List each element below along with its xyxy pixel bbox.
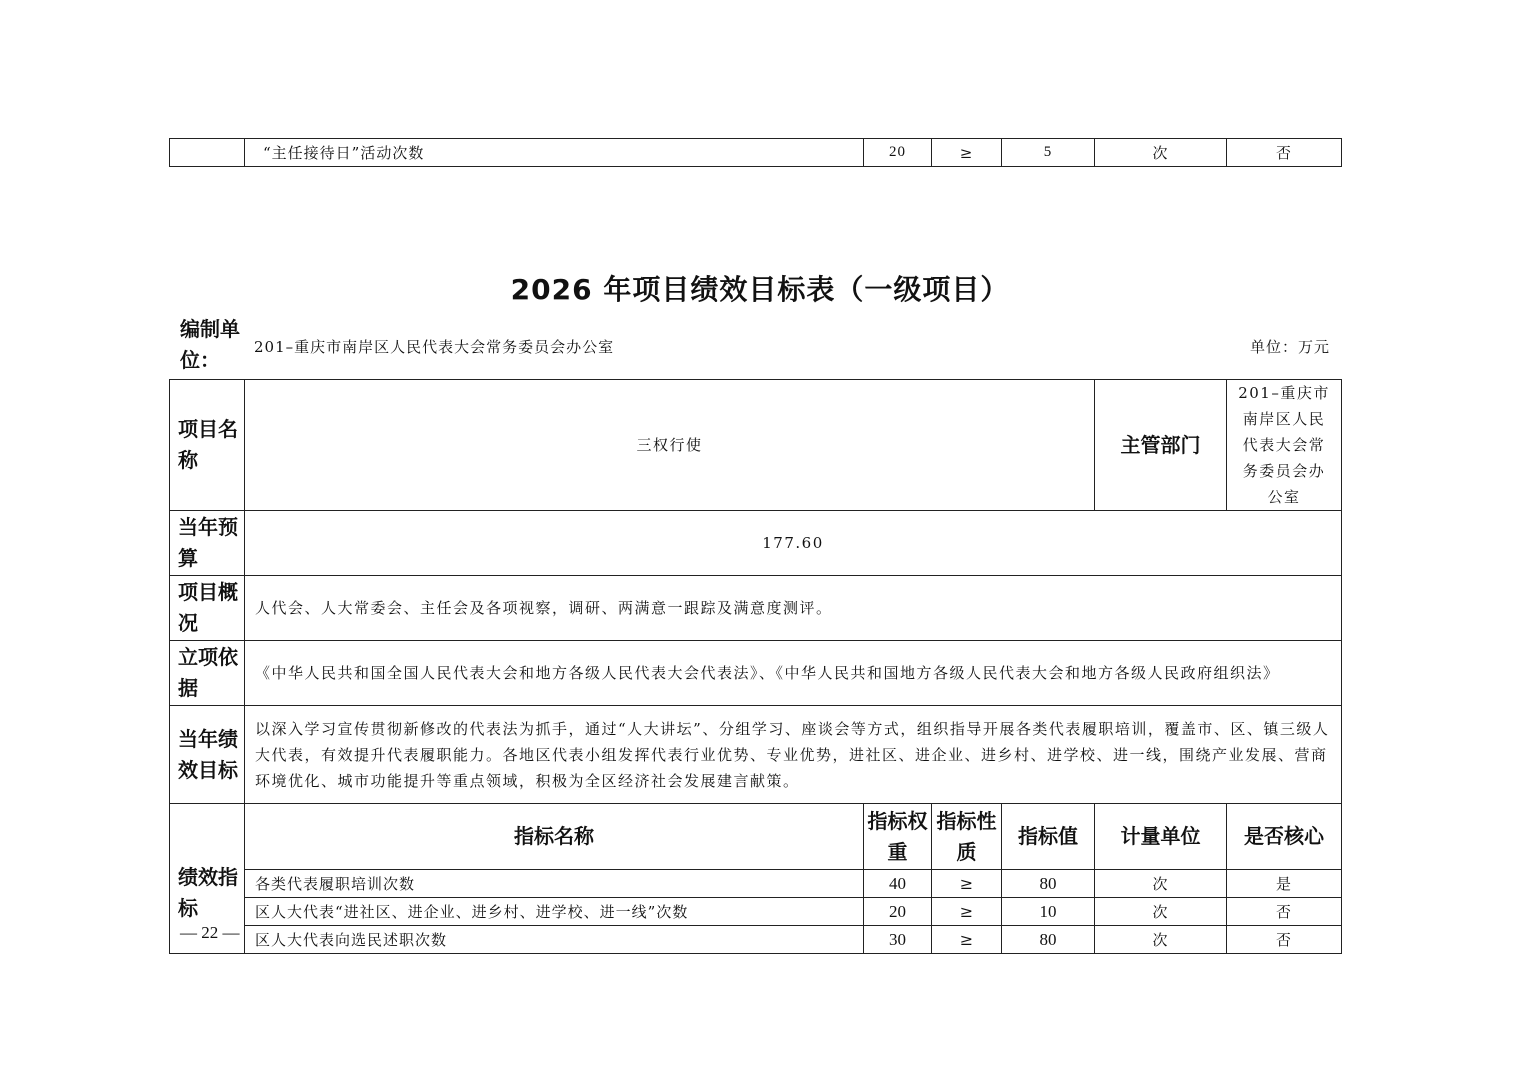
project-name-row <box>170 380 1342 511</box>
indicator-header-row <box>170 804 1342 870</box>
overview-label: 项目概况 <box>170 576 245 641</box>
col-head-weight: 指标权重 <box>864 804 932 870</box>
indicator-weight-cell: 20 <box>864 898 932 926</box>
performance-target-table <box>169 379 1342 954</box>
col-head-core: 是否核心 <box>1227 804 1342 870</box>
indicator-core-cell: 否 <box>1227 926 1342 954</box>
indicator-value-cell: 10 <box>1002 898 1095 926</box>
indicator-value-cell: 80 <box>1002 926 1095 954</box>
currency-unit-label: 单位：万元 <box>1249 338 1330 356</box>
indicator-name-cell: “主任接待日”活动次数 <box>245 139 864 167</box>
page-title: 2026 年项目绩效目标表（一级项目） <box>510 273 1010 306</box>
indicator-nature-cell: ≥ <box>932 870 1002 898</box>
table-row <box>170 898 1342 926</box>
col-head-unit: 计量单位 <box>1095 804 1227 870</box>
basis-value: 《中华人民共和国全国人民代表大会和地方各级人民代表大会代表法》、《中华人民共和国地方各级人民代表大会和地方各级人民政府组织法》 <box>245 641 1342 706</box>
indicator-unit-cell: 次 <box>1095 870 1227 898</box>
project-name-value: 三权行使 <box>245 380 1095 511</box>
dept-label: 主管部门 <box>1095 380 1227 511</box>
budget-label: 当年预算 <box>170 511 245 576</box>
goal-value: 以深入学习宣传贯彻新修改的代表法为抓手，通过“人大讲坛”、分组学习、座谈会等方式，组织指导开展各类代表履职培训，覆盖市、区、镇三级人大代表，有效提升代表履职能力。各地区代表小组发挥代表行业优势、专业优势，进社区、进企业、进乡村、进学校、进一线，围绕产业发展、营商环境优化、城市功能提升等重点领域，积极为全区经济社会发展建言献策。 <box>245 706 1342 804</box>
compile-unit-value: 201–重庆市南岸区人民代表大会常务委员会办公室 <box>254 338 615 356</box>
project-name-label: 项目名称 <box>170 380 245 511</box>
indicator-name-cell: 各类代表履职培训次数 <box>245 870 864 898</box>
indicator-unit-cell: 次 <box>1095 898 1227 926</box>
indicator-core-cell: 否 <box>1227 898 1342 926</box>
indicator-weight-cell: 40 <box>864 870 932 898</box>
indicator-value-cell: 5 <box>1002 139 1095 167</box>
table-row <box>170 139 1342 167</box>
dept-value: 201–重庆市南岸区人民代表大会常务委员会办公室 <box>1227 380 1342 511</box>
table-row <box>170 926 1342 954</box>
basis-label: 立项依据 <box>170 641 245 706</box>
indicator-value-cell: 80 <box>1002 870 1095 898</box>
indicator-nature-cell: ≥ <box>932 898 1002 926</box>
overview-value: 人代会、人大常委会、主任会及各项视察，调研、两满意一跟踪及满意度测评。 <box>245 576 1342 641</box>
table-row <box>170 870 1342 898</box>
col-head-value: 指标值 <box>1002 804 1095 870</box>
indicator-nature-cell: ≥ <box>932 139 1002 167</box>
compile-unit-label: 编制单位： <box>180 317 240 372</box>
indicator-unit-cell: 次 <box>1095 926 1227 954</box>
indicator-unit-cell: 次 <box>1095 139 1227 167</box>
indicator-core-cell: 是 <box>1227 870 1342 898</box>
indicators-label: 绩效指标 <box>170 804 245 954</box>
col-head-nature: 指标性质 <box>932 804 1002 870</box>
indicator-nature-cell: ≥ <box>932 926 1002 954</box>
overview-row <box>170 576 1342 641</box>
indicator-name-cell: 区人大代表“进社区、进企业、进乡村、进学校、进一线”次数 <box>245 898 864 926</box>
col-head-name: 指标名称 <box>245 804 864 870</box>
basis-row <box>170 641 1342 706</box>
indicator-core-cell: 否 <box>1227 139 1342 167</box>
budget-value: 177.60 <box>245 511 1342 576</box>
goal-label: 当年绩效目标 <box>170 706 245 804</box>
indicator-name-cell: 区人大代表向选民述职次数 <box>245 926 864 954</box>
carryover-indicator-table <box>169 138 1342 167</box>
page-number: — 22 — <box>180 923 240 942</box>
empty-cell <box>170 139 245 167</box>
goal-row <box>170 706 1342 804</box>
budget-row <box>170 511 1342 576</box>
indicator-weight-cell: 30 <box>864 926 932 954</box>
indicator-weight-cell: 20 <box>864 139 932 167</box>
